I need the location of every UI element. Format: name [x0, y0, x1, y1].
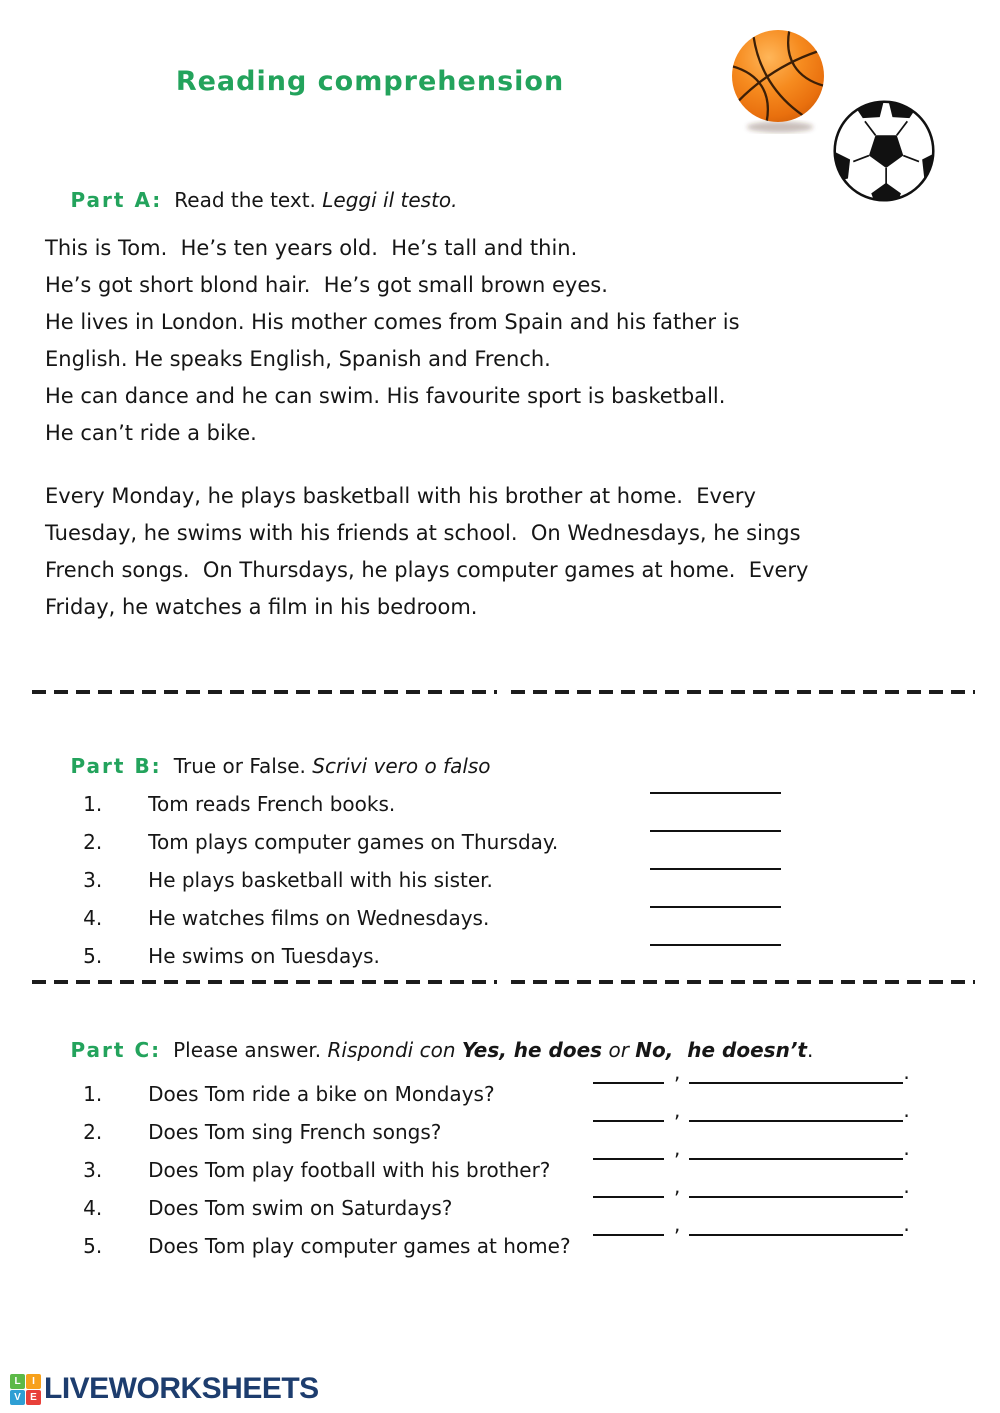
- short-answer-row: [45, 1096, 965, 1144]
- liveworksheets-logo[interactable]: [10, 1372, 319, 1406]
- part-b-question-list: [45, 768, 965, 968]
- short-answer-blank[interactable]: [593, 1060, 664, 1084]
- dashed-separator: [32, 690, 975, 694]
- long-answer-blank[interactable]: [689, 1212, 903, 1236]
- sentence-period: .: [903, 1098, 910, 1122]
- sentence-period: .: [903, 1212, 910, 1236]
- part-c-or-word: or: [602, 1038, 636, 1062]
- short-answer-blank[interactable]: [593, 1098, 664, 1122]
- long-answer-blank[interactable]: [689, 1098, 903, 1122]
- paragraph-line: He can’t ride a bike.: [45, 421, 257, 445]
- question-text: Does Tom play computer games at home?: [148, 1234, 571, 1258]
- question-number: 1.: [83, 1082, 103, 1106]
- question-text: Does Tom play football with his brother?: [148, 1158, 551, 1182]
- part-c-no-phrase: No, he doesn’t: [635, 1038, 807, 1062]
- short-answer-blank[interactable]: [593, 1136, 664, 1160]
- paragraph-line: Friday, he watches a film in his bedroom.: [45, 595, 478, 619]
- logo-block-e: E: [26, 1390, 41, 1405]
- part-a-label: Part A:: [70, 188, 163, 212]
- true-false-answer-blank[interactable]: [650, 846, 781, 870]
- paragraph-line: He’s got short blond hair. He’s got small brown eyes.: [45, 273, 608, 297]
- short-answer-blank[interactable]: [593, 1212, 664, 1236]
- part-c-label: Part C:: [70, 1038, 162, 1062]
- true-false-row: [45, 806, 965, 854]
- true-false-answer-blank[interactable]: [650, 770, 781, 794]
- question-text: He swims on Tuesdays.: [148, 944, 380, 968]
- short-answer-row: [45, 1134, 965, 1182]
- paragraph-line: Tuesday, he swims with his friends at school. On Wednesdays, he sings: [45, 521, 801, 545]
- part-b-instruction-italian: Scrivi vero o falso: [312, 754, 491, 778]
- short-answer-blank[interactable]: [593, 1174, 664, 1198]
- short-answer-row: [45, 1210, 965, 1258]
- part-a-heading: [45, 164, 458, 236]
- question-text: Does Tom sing French songs?: [148, 1120, 442, 1144]
- dash-segment: [32, 690, 497, 694]
- paragraph-line: English. He speaks English, Spanish and French.: [45, 347, 551, 371]
- short-answer-row: [45, 1172, 965, 1220]
- question-text: Does Tom swim on Saturdays?: [148, 1196, 453, 1220]
- question-number: 1.: [83, 792, 103, 816]
- question-number: 5.: [83, 944, 103, 968]
- sentence-period: .: [903, 1136, 910, 1160]
- true-false-answer-blank[interactable]: [650, 884, 781, 908]
- comma-separator: ,: [674, 1136, 681, 1160]
- dash-segment: [32, 980, 497, 984]
- true-false-row: [45, 920, 965, 968]
- true-false-answer-blank[interactable]: [650, 808, 781, 832]
- part-c-question-list: [45, 1058, 965, 1258]
- basketball-image: [728, 28, 828, 134]
- paragraph-line: French songs. On Thursdays, he plays computer games at home. Every: [45, 558, 809, 582]
- part-c-yes-phrase: Yes, he does: [461, 1038, 603, 1062]
- question-number: 5.: [83, 1234, 103, 1258]
- question-number: 3.: [83, 868, 103, 892]
- comma-separator: ,: [674, 1098, 681, 1122]
- part-a-instruction: Read the text.: [174, 188, 323, 212]
- question-number: 3.: [83, 1158, 103, 1182]
- part-c-italian-intro: Rispondi con: [327, 1038, 462, 1062]
- liveworksheets-logo-icon: [10, 1374, 41, 1405]
- comma-separator: ,: [674, 1060, 681, 1084]
- long-answer-blank[interactable]: [689, 1060, 903, 1084]
- question-text: Tom reads French books.: [148, 792, 396, 816]
- true-false-row: [45, 768, 965, 816]
- sentence-period: .: [903, 1174, 910, 1198]
- comma-separator: ,: [674, 1174, 681, 1198]
- dashed-separator: [32, 980, 975, 984]
- reading-paragraph-1: [45, 230, 740, 452]
- part-c-instruction: Please answer.: [173, 1038, 328, 1062]
- part-b-label: Part B:: [70, 754, 162, 778]
- page-title: Reading comprehension: [175, 66, 565, 97]
- reading-paragraph-2: [45, 478, 808, 626]
- logo-block-i: I: [26, 1374, 41, 1389]
- question-text: He watches films on Wednesdays.: [148, 906, 490, 930]
- true-false-answer-blank[interactable]: [650, 922, 781, 946]
- dash-segment: [511, 690, 976, 694]
- part-b-instruction: True or False.: [173, 754, 313, 778]
- logo-block-l: L: [10, 1374, 25, 1389]
- long-answer-blank[interactable]: [689, 1174, 903, 1198]
- part-a-instruction-italian: Leggi il testo.: [322, 188, 458, 212]
- comma-separator: ,: [674, 1212, 681, 1236]
- paragraph-line: Every Monday, he plays basketball with his brother at home. Every: [45, 484, 756, 508]
- soccer-ball-image: [831, 98, 937, 204]
- question-text: He plays basketball with his sister.: [148, 868, 493, 892]
- question-number: 4.: [83, 1196, 103, 1220]
- question-number: 2.: [83, 1120, 103, 1144]
- dash-segment: [511, 980, 976, 984]
- true-false-row: [45, 882, 965, 930]
- long-answer-blank[interactable]: [689, 1136, 903, 1160]
- paragraph-line: He lives in London. His mother comes from Spain and his father is: [45, 310, 740, 334]
- part-c-period: .: [806, 1038, 814, 1062]
- sentence-period: .: [903, 1060, 910, 1084]
- question-number: 2.: [83, 830, 103, 854]
- logo-block-v: V: [10, 1390, 25, 1405]
- question-text: Does Tom ride a bike on Mondays?: [148, 1082, 495, 1106]
- true-false-row: [45, 844, 965, 892]
- liveworksheets-logo-text: LIVEWORKSHEETS: [44, 1372, 319, 1405]
- paragraph-line: He can dance and he can swim. His favourite sport is basketball.: [45, 384, 726, 408]
- question-text: Tom plays computer games on Thursday.: [148, 830, 559, 854]
- question-number: 4.: [83, 906, 103, 930]
- short-answer-row: [45, 1058, 965, 1106]
- paragraph-line: This is Tom. He’s ten years old. He’s tall and thin.: [45, 236, 578, 260]
